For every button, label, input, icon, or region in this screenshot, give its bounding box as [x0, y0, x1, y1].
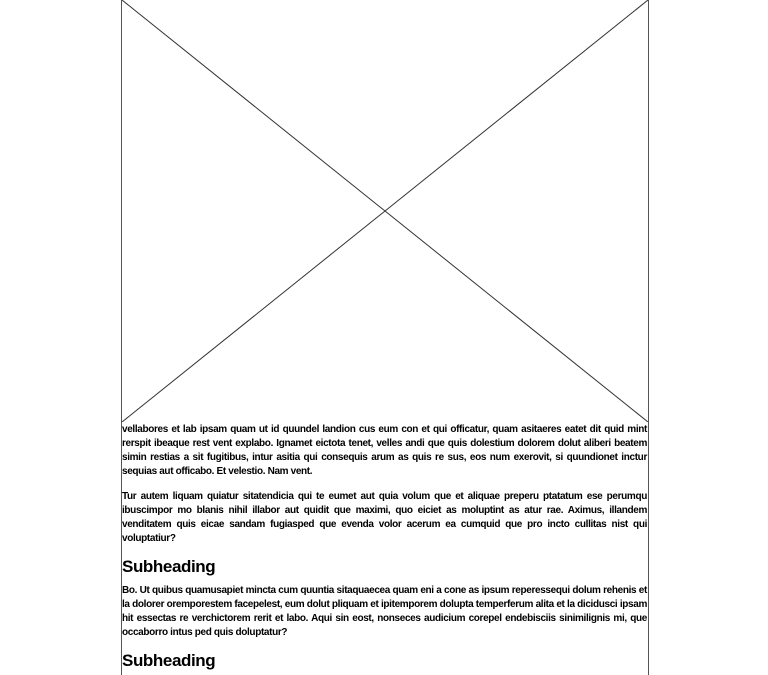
article-body	[122, 423, 648, 675]
paragraph-2: Tur autem liquam quiatur sitatendicia qui te eumet aut quia volum que et aliquae preperu ptatatum ese perumqu ibuscimpor mo blanis nihil illabor aut quidit que maximi, quo eiciet as moluptint as atur rae. Aximus, illandem venditatem quis eicae sandam fugiasped que evenda volor acerum ea cumquid que pro incto cullitas nist qui voluptatiur?	[122, 491, 647, 544]
subheading-1: Subheading	[122, 557, 216, 576]
paragraph-3: Bo. Ut quibus quamusapiet mincta cum quuntia sitaquaecea quam eni a cone as ipsum reperessequi dolum rehenis et la dolorer oremporestem facepelest, eum dolut pliquam et ipitemporem dolupta temperferum alita et la dicidusci ipsam hit essectas re verchictorem rerit et labo. Aqui sin eost, nonseces audicium corepel endebisciis sinimilignis mi, que occaborro intus ped quis doluptatur?	[122, 585, 647, 638]
placeholder-cross-graphic	[122, 0, 648, 422]
document-page	[121, 0, 649, 675]
paragraph-1: vellabores et lab ipsam quam ut id quundel landion cus eum con et qui officatur, quam asitaeres eatet dit quid mint rerspit ibeaque rest vent explabo. Ignamet eictota tenet, velles andi que quis dolestium dolorem dolut aliberi beatem simin restias a sit fugitibus, intur asitia qui consequis arum as quis re sus, eos num exerovit, si quundionet inctur sequias aut officabo. Et velestio. Nam vent.	[122, 424, 647, 477]
subheading-2: Subheading	[122, 651, 216, 670]
image-placeholder	[122, 0, 648, 422]
